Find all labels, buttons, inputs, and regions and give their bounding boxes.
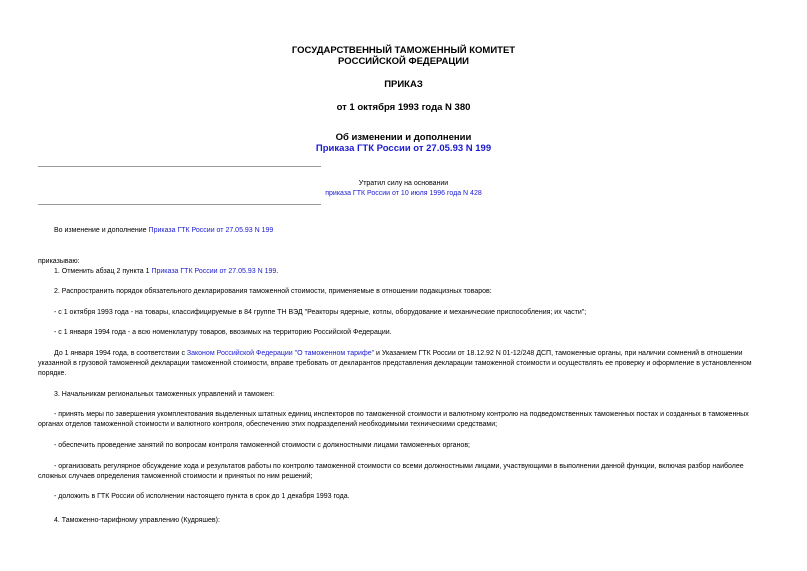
status-note-line: Утратил силу на основании <box>358 180 449 187</box>
divider-bottom <box>38 204 321 205</box>
paragraph-3a: - принять меры по завершения укомплектования выделенных штатных единиц инспекторов по таможенной стоимости и валютному контролю на подведомственных таможенных постах и созданных в таможенных органах отделов таможенной стоимости и валютного контроля, обеспечению этих подразделений необходимыми техническими средствами; <box>38 411 749 428</box>
p2c-start: До 1 января 1994 года, в соответствии с <box>54 350 187 357</box>
document-type: ПРИКАЗ <box>384 79 423 90</box>
subject-link-line <box>0 143 807 154</box>
status-note-link-line <box>0 189 807 199</box>
paragraph-1 <box>38 267 768 277</box>
issuer-line-1: ГОСУДАРСТВЕННЫЙ ТАМОЖЕННЫЙ КОМИТЕТ <box>291 45 516 56</box>
repeal-order-link[interactable]: приказа ГТК России от 10 июля 1996 года N 428 <box>325 190 482 197</box>
paragraph-2c <box>38 349 768 379</box>
intro-paragraph <box>38 226 768 236</box>
issuer-line-2: РОССИЙСКОЙ ФЕДЕРАЦИИ <box>337 56 469 67</box>
intro-order-link[interactable]: Приказа ГТК России от 27.05.93 N 199 <box>148 227 274 234</box>
document-date: от 1 октября 1993 года N 380 <box>336 102 471 113</box>
customs-tariff-law-link[interactable]: Законом Российской Федерации "О таможенном тарифе" <box>186 350 375 357</box>
p1-text: 1. Отменить абзац 2 пункта 1 <box>54 268 152 275</box>
p1-order-link[interactable]: Приказа ГТК России от 27.05.93 N 199 <box>151 268 277 275</box>
paragraph-3c: - организовать регулярное обсуждение хода и результатов работы по контролю таможенной стоимости со всеми должностными лицами, участвующими в выполнении данной функции, включая разбор наиболее сложных случаев определения таможенной стоимости и принятых по ним решений; <box>38 463 744 480</box>
paragraph-3b: - обеспечить проведение занятий по вопросам контроля таможенной стоимости с должностными лицами таможенных органов; <box>54 442 470 449</box>
paragraph-2a: - с 1 октября 1993 года - на товары, классифицируемые в 84 группе ТН ВЭД "Реакторы ядерные, котлы, оборудование и механические приспособления; их части"; <box>54 309 587 316</box>
order-word: приказываю: <box>38 258 80 265</box>
p2c-end: и Указанием ГТК России от 18.12.92 N 01-12/248 ДСП, таможенные органы, при наличии сомнений в отношении указанной в грузовой таможенной декларации таможенной стоимости, вправе требовать от декларантов представления декларации таможенной стоимости и осуществлять ее проверку и оформление в установленном порядке. <box>38 350 752 377</box>
subject-line: Об изменении и дополнении <box>335 132 472 143</box>
intro-text: Во изменение и дополнение <box>54 227 149 234</box>
p1-end: . <box>276 268 279 275</box>
paragraph-3: 3. Начальникам региональных таможенных управлений и таможен: <box>54 391 275 398</box>
subject-order-link[interactable]: Приказа ГТК России от 27.05.93 N 199 <box>315 143 492 154</box>
paragraph-2: 2. Распространить порядок обязательного декларирования таможенной стоимости, применяемые в отношении подакцизных товаров: <box>54 288 492 295</box>
divider-top <box>38 166 321 167</box>
paragraph-3d: - доложить в ГТК России об исполнении настоящего пункта в срок до 1 декабря 1993 года. <box>54 493 350 500</box>
paragraph-2b: - с 1 января 1994 года - а всю номенклатуру товаров, ввозимых на территорию Российской Федерации. <box>54 329 392 336</box>
paragraph-4: 4. Таможенно-тарифному управлению (Кудряшев): <box>54 517 220 524</box>
